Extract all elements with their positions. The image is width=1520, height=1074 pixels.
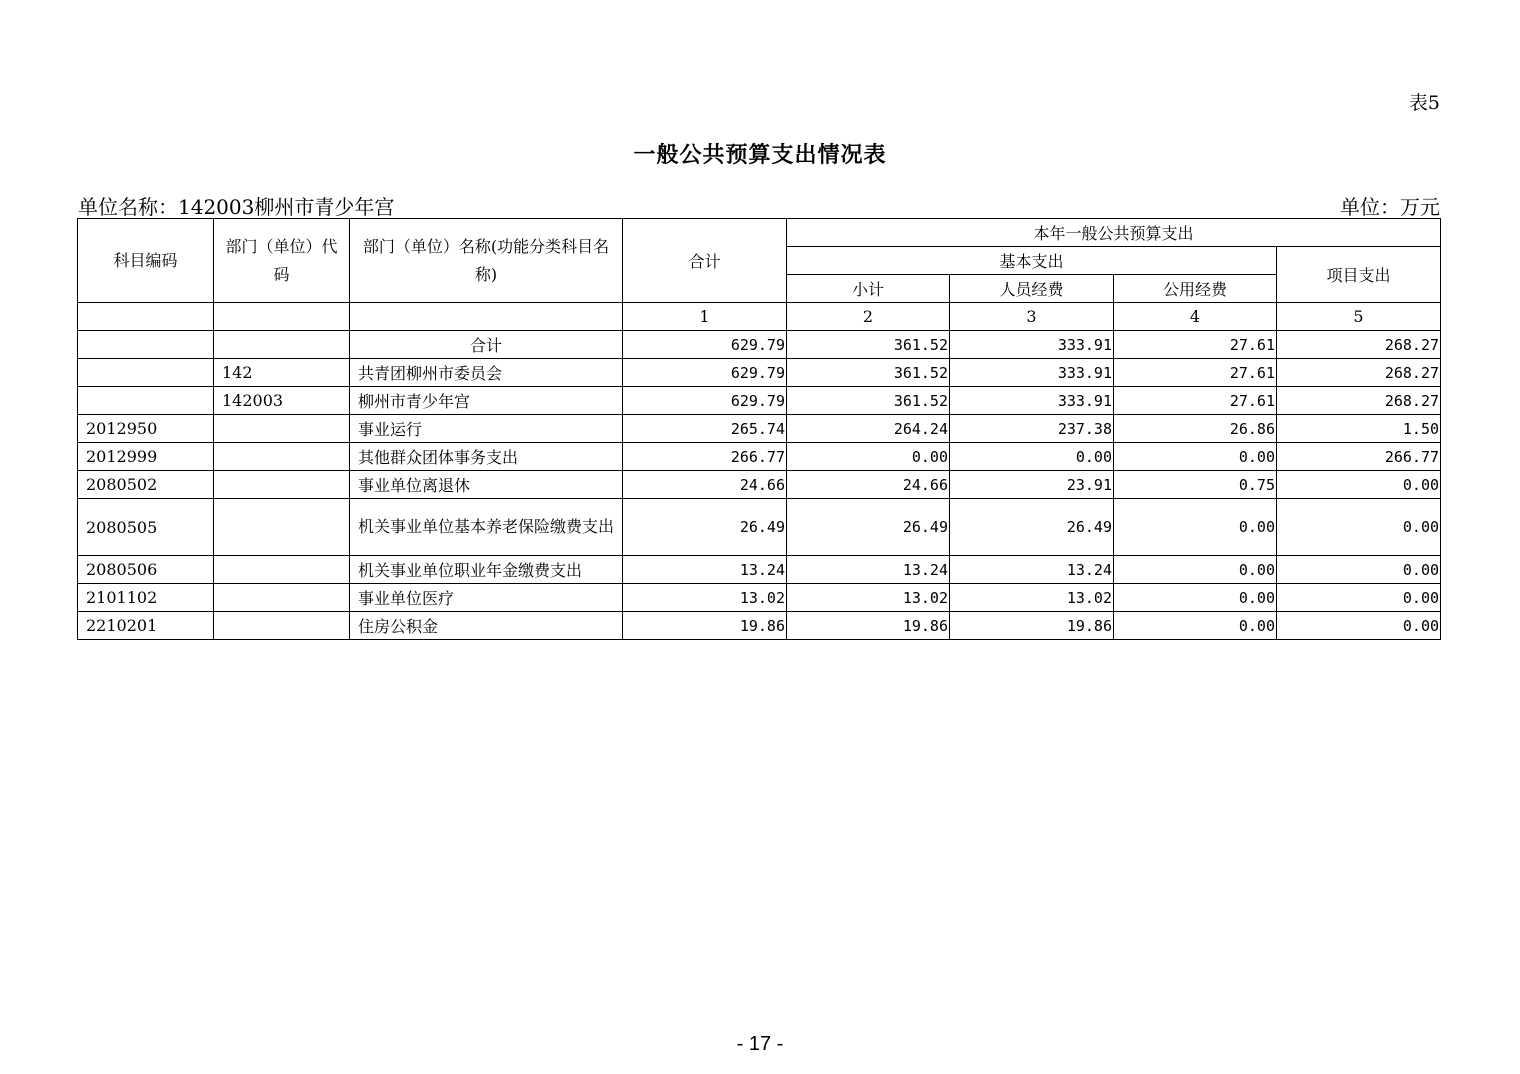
row-subject-code: 2080506 (78, 556, 214, 584)
row-name: 柳州市青少年宫 (350, 387, 623, 415)
row-dept-code (214, 331, 350, 359)
row-name: 住房公积金 (350, 612, 623, 640)
row-total: 629.79 (623, 331, 787, 359)
row-total: 24.66 (623, 471, 787, 499)
row-project: 266.77 (1277, 443, 1441, 471)
table-row (78, 443, 1441, 471)
header-project: 项目支出 (1277, 247, 1441, 303)
row-personnel: 23.91 (950, 471, 1114, 499)
row-total: 629.79 (623, 387, 787, 415)
row-name: 其他群众团体事务支出 (350, 443, 623, 471)
header-dept-code: 部门（单位）代码 (214, 219, 350, 303)
row-subtotal: 361.52 (787, 359, 950, 387)
index-blank (214, 303, 350, 331)
row-subject-code (78, 331, 214, 359)
row-public: 0.00 (1114, 612, 1277, 640)
header-total: 合计 (623, 219, 787, 303)
table-number: 表5 (1408, 92, 1440, 114)
index-5: 5 (1277, 303, 1441, 331)
header-row-1 (78, 219, 1441, 247)
page-number: - 17 - (736, 1033, 784, 1055)
row-subject-code: 2012950 (78, 415, 214, 443)
row-subject-code (78, 359, 214, 387)
index-1: 1 (623, 303, 787, 331)
header-index-row (78, 303, 1441, 331)
row-name: 共青团柳州市委员会 (350, 359, 623, 387)
table-row (78, 612, 1441, 640)
row-dept-code: 142003 (214, 387, 350, 415)
row-total: 19.86 (623, 612, 787, 640)
row-personnel: 19.86 (950, 612, 1114, 640)
row-public: 26.86 (1114, 415, 1277, 443)
row-public: 0.00 (1114, 584, 1277, 612)
row-personnel: 333.91 (950, 359, 1114, 387)
row-subtotal: 13.02 (787, 584, 950, 612)
table-row (78, 359, 1441, 387)
row-personnel: 13.24 (950, 556, 1114, 584)
row-personnel: 26.49 (950, 499, 1114, 556)
header-dept-name: 部门（单位）名称(功能分类科目名称) (350, 219, 623, 303)
table-row (78, 499, 1441, 556)
row-project: 268.27 (1277, 331, 1441, 359)
row-dept-code (214, 499, 350, 556)
row-dept-code (214, 584, 350, 612)
row-subject-code: 2080502 (78, 471, 214, 499)
row-public: 0.00 (1114, 499, 1277, 556)
index-4: 4 (1114, 303, 1277, 331)
row-personnel: 333.91 (950, 387, 1114, 415)
row-name: 机关事业单位职业年金缴费支出 (350, 556, 623, 584)
table-row (78, 331, 1441, 359)
row-dept-code (214, 612, 350, 640)
index-blank (78, 303, 214, 331)
header-group: 本年一般公共预算支出 (787, 219, 1441, 247)
row-project: 1.50 (1277, 415, 1441, 443)
row-subtotal: 24.66 (787, 471, 950, 499)
row-total: 629.79 (623, 359, 787, 387)
row-public: 0.00 (1114, 443, 1277, 471)
row-project: 0.00 (1277, 499, 1441, 556)
row-project: 0.00 (1277, 584, 1441, 612)
row-dept-code: 142 (214, 359, 350, 387)
table-row (78, 584, 1441, 612)
row-subtotal: 19.86 (787, 612, 950, 640)
row-personnel: 237.38 (950, 415, 1114, 443)
row-dept-code (214, 556, 350, 584)
table-row (78, 415, 1441, 443)
row-total: 26.49 (623, 499, 787, 556)
row-name: 机关事业单位基本养老保险缴费支出 (350, 499, 623, 556)
index-blank (350, 303, 623, 331)
row-name: 事业运行 (350, 415, 623, 443)
row-public: 27.61 (1114, 331, 1277, 359)
row-project: 0.00 (1277, 612, 1441, 640)
currency-unit-label: 单位：万元 (1340, 195, 1440, 219)
row-name: 事业单位离退休 (350, 471, 623, 499)
index-3: 3 (950, 303, 1114, 331)
row-public: 0.00 (1114, 556, 1277, 584)
row-project: 0.00 (1277, 556, 1441, 584)
row-personnel: 333.91 (950, 331, 1114, 359)
row-total: 13.02 (623, 584, 787, 612)
row-dept-code (214, 443, 350, 471)
row-total: 266.77 (623, 443, 787, 471)
table-row (78, 556, 1441, 584)
row-personnel: 0.00 (950, 443, 1114, 471)
index-2: 2 (787, 303, 950, 331)
header-basic: 基本支出 (787, 247, 1277, 275)
row-subtotal: 26.49 (787, 499, 950, 556)
row-public: 27.61 (1114, 359, 1277, 387)
row-subject-code: 2210201 (78, 612, 214, 640)
row-public: 0.75 (1114, 471, 1277, 499)
header-subject-code: 科目编码 (78, 219, 214, 303)
header-subtotal: 小计 (787, 275, 950, 303)
header-public: 公用经费 (1114, 275, 1277, 303)
page-title: 一般公共预算支出情况表 (633, 142, 887, 168)
row-subtotal: 0.00 (787, 443, 950, 471)
table-row (78, 471, 1441, 499)
row-dept-code (214, 415, 350, 443)
unit-name-label: 单位名称：142003柳州市青少年宫 (78, 195, 395, 219)
row-subtotal: 264.24 (787, 415, 950, 443)
row-subtotal: 361.52 (787, 331, 950, 359)
row-personnel: 13.02 (950, 584, 1114, 612)
table-row (78, 387, 1441, 415)
row-subtotal: 13.24 (787, 556, 950, 584)
row-project: 268.27 (1277, 387, 1441, 415)
row-name: 合计 (350, 331, 623, 359)
row-public: 27.61 (1114, 387, 1277, 415)
row-subject-code: 2012999 (78, 443, 214, 471)
row-subtotal: 361.52 (787, 387, 950, 415)
row-total: 13.24 (623, 556, 787, 584)
row-total: 265.74 (623, 415, 787, 443)
budget-expenditure-table (77, 218, 1441, 640)
row-project: 0.00 (1277, 471, 1441, 499)
row-dept-code (214, 471, 350, 499)
row-project: 268.27 (1277, 359, 1441, 387)
row-subject-code (78, 387, 214, 415)
row-subject-code: 2101102 (78, 584, 214, 612)
row-subject-code: 2080505 (78, 499, 214, 556)
row-name: 事业单位医疗 (350, 584, 623, 612)
header-personnel: 人员经费 (950, 275, 1114, 303)
